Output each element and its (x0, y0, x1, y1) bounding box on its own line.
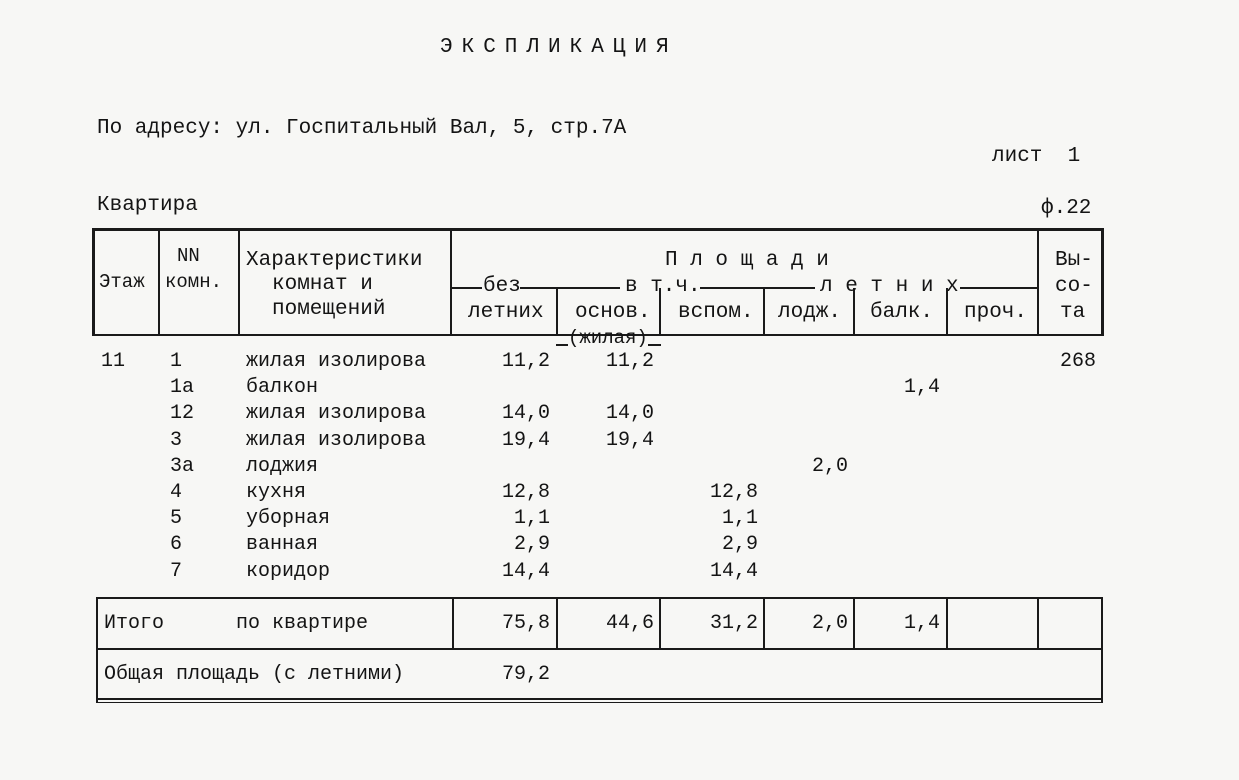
col-header-aux: вспом. (678, 301, 754, 324)
totals-box-top (96, 597, 1103, 599)
col-header-floor: Этаж (99, 271, 145, 293)
col-header-without-summer-1: без (483, 275, 521, 298)
header-left-border (92, 228, 95, 336)
header-divider (556, 344, 568, 346)
row-room-no: 3а (170, 454, 195, 478)
row-area-aux: 12,8 (709, 481, 758, 504)
totals-divider (763, 597, 765, 650)
totals-divider (853, 597, 855, 650)
col-header-char-1: Характеристики (246, 249, 423, 272)
col-header-main-2: (жилая) (568, 327, 648, 349)
header-divider (648, 344, 661, 346)
row-room-no: 1а (170, 376, 195, 400)
row-description: жилая изолирова (246, 402, 427, 426)
totals-divider (556, 597, 558, 650)
col-header-balcony: балк. (870, 301, 934, 324)
sheet-number: лист 1 (992, 145, 1081, 168)
totals-divider (1037, 597, 1039, 650)
row-room-no: 4 (170, 481, 183, 504)
col-header-height-2: со- (1055, 275, 1093, 298)
col-header-no-1: NN (177, 245, 200, 267)
header-divider (158, 228, 160, 336)
col-header-char-2: комнат и (272, 273, 373, 296)
header-divider (450, 228, 452, 336)
header-divider (700, 287, 815, 289)
row-room-no: 1 (170, 350, 183, 373)
row-description: жилая изолирова (246, 350, 427, 373)
overall-area-label: Общая площадь (с летними) (104, 663, 405, 686)
row-room-no: 12 (170, 402, 195, 426)
col-header-height-1: Вы- (1055, 249, 1093, 272)
totals-label: Итого (104, 612, 165, 635)
overall-area-value: 79,2 (501, 663, 550, 686)
row-description: уборная (246, 507, 331, 531)
col-header-incl: в т.ч. (625, 275, 701, 298)
header-divider (520, 287, 620, 289)
row-area-aux: 1,1 (721, 507, 758, 531)
header-divider (763, 288, 765, 336)
row-description: балкон (246, 376, 319, 400)
col-header-without-summer-2: летних (468, 301, 544, 324)
col-header-areas: П л о щ а д и (665, 249, 829, 272)
col-header-other: проч. (964, 301, 1028, 324)
row-area-main: 19,4 (605, 428, 654, 452)
header-divider (238, 228, 240, 336)
col-header-main-1: основ. (575, 301, 651, 324)
header-divider (1037, 228, 1039, 336)
totals-divider (452, 597, 454, 650)
row-room-no: 3 (170, 428, 183, 452)
row-room-no: 7 (170, 559, 183, 583)
row-area-total: 14,0 (501, 402, 550, 426)
header-divider (556, 288, 558, 336)
row-description: кухня (246, 481, 307, 504)
row-area-total: 11,2 (501, 350, 550, 373)
totals-aux: 31,2 (709, 612, 758, 635)
totals-box-left (96, 597, 98, 703)
totals-divider (659, 597, 661, 650)
row-area-total: 12,8 (501, 481, 550, 504)
row-area-main: 14,0 (605, 402, 654, 426)
apartment-label: Квартира (97, 194, 198, 217)
row-room-no: 5 (170, 507, 183, 531)
header-right-border (1101, 228, 1104, 336)
header-divider (960, 287, 1037, 289)
row-area-total: 14,4 (501, 559, 550, 583)
row-description: жилая изолирова (246, 428, 427, 452)
totals-box-middle (96, 648, 1103, 650)
totals-divider (946, 597, 948, 650)
row-area-aux: 2,9 (721, 533, 758, 557)
row-area-main: 11,2 (605, 350, 654, 373)
row-room-no: 6 (170, 533, 183, 557)
totals-loggia: 2,0 (811, 612, 848, 635)
totals-sub-label: по квартире (236, 612, 369, 635)
row-description: ванная (246, 533, 319, 557)
col-header-loggia: лодж. (778, 301, 842, 324)
row-area-total: 2,9 (513, 533, 550, 557)
header-top-border (92, 228, 1104, 231)
row-area-aux: 14,4 (709, 559, 758, 583)
row-area-total: 19,4 (501, 428, 550, 452)
row-area-loggia: 2,0 (811, 454, 848, 478)
totals-balcony: 1,4 (903, 612, 940, 635)
row-description: лоджия (246, 454, 319, 478)
row-floor: 11 (101, 350, 126, 373)
totals-main: 44,6 (605, 612, 654, 635)
row-area-balcony: 1,4 (903, 376, 940, 400)
header-divider (452, 287, 482, 289)
document-title: ЭКСПЛИКАЦИЯ (440, 36, 678, 59)
form-number: ф.22 (1041, 197, 1092, 220)
totals-box-bottom (96, 698, 1103, 700)
col-header-no-2: комн. (165, 271, 223, 293)
address-line: По адресу: ул. Госпитальный Вал, 5, стр.7А (97, 117, 627, 140)
row-area-total: 1,1 (513, 507, 550, 531)
totals-box-right (1101, 597, 1103, 703)
col-header-char-3: помещений (272, 298, 386, 321)
col-header-summer: л е т н и х (820, 275, 959, 298)
col-header-height-3: та (1060, 301, 1086, 324)
row-height: 268 (1059, 350, 1096, 373)
totals-total: 75,8 (501, 612, 550, 635)
row-description: коридор (246, 559, 331, 583)
totals-box-bottom-double (96, 702, 1103, 703)
